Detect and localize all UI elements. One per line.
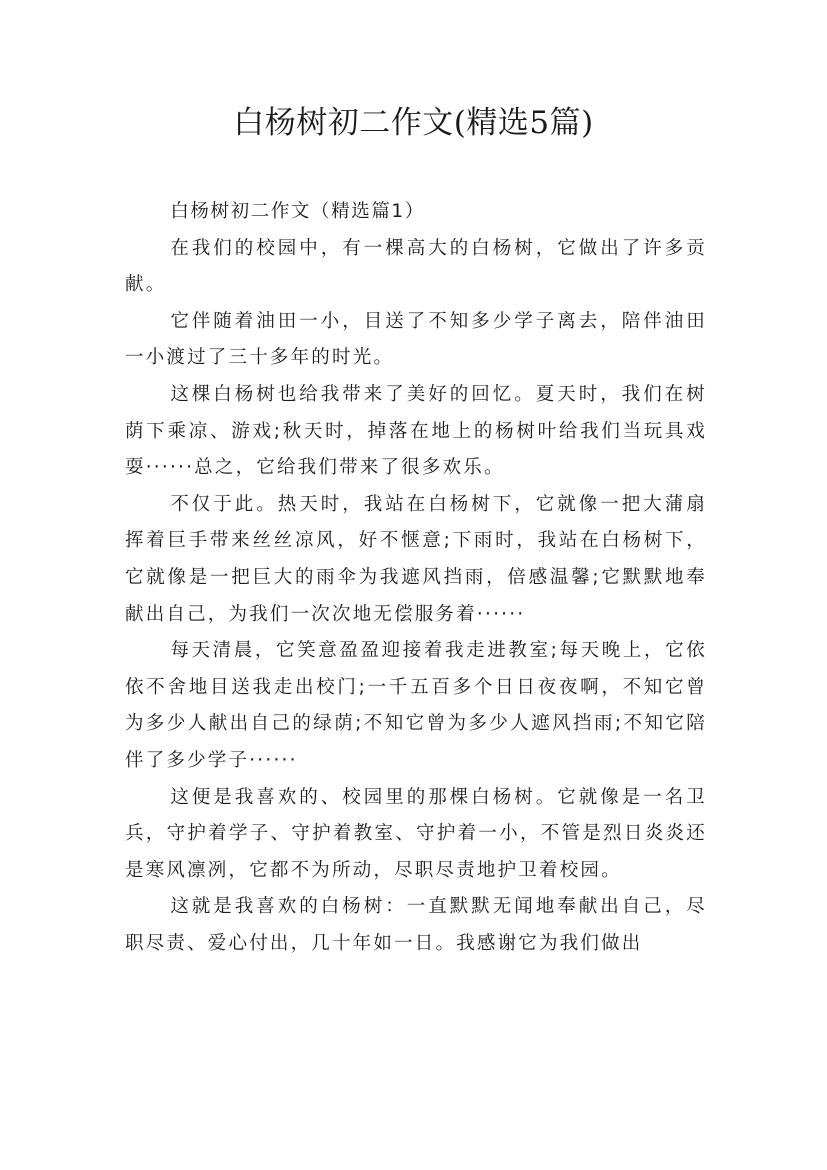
paragraph-7: 这就是我喜欢的白杨树：一直默默无闻地奉献出自己，尽职尽责、爱心付出，几十年如一日。我感谢它为我们做出	[125, 896, 707, 954]
document-body	[125, 194, 707, 962]
section-heading: 白杨树初二作文（精选篇1）	[170, 201, 425, 222]
paragraph-3: 这棵白杨树也给我带来了美好的回忆。夏天时，我们在树荫下乘凉、游戏;秋天时，掉落在地上的杨树叶给我们当玩具戏耍······总之，它给我们带来了很多欢乐。	[125, 383, 707, 479]
paragraph-1: 在我们的校园中，有一棵高大的白杨树，它做出了许多贡献。	[125, 237, 707, 296]
paragraph-2: 它伴随着油田一小，目送了不知多少学子离去，陪伴油田一小渡过了三十多年的时光。	[125, 310, 707, 369]
document-title: 白杨树初二作文(精选5篇)	[233, 105, 594, 141]
paragraph-4: 不仅于此。热天时，我站在白杨树下，它就像一把大蒲扇挥着巨手带来丝丝凉风，好不惬意;下雨时，我站在白杨树下，它就像是一把巨大的雨伞为我遮风挡雨，倍感温馨;它默默地奉献出自己，为我们一次次地无偿服务着······	[125, 493, 707, 625]
paragraph-6: 这便是我喜欢的、校园里的那棵白杨树。它就像是一名卫兵，守护着学子、守护着教室、守护着一小，不管是烈日炎炎还是寒风凛冽，它都不为所动，尽职尽责地护卫着校园。	[125, 786, 707, 881]
paragraph-5: 每天清晨，它笑意盈盈迎接着我走进教室;每天晚上，它依依不舍地目送我走出校门;一千五百多个日日夜夜啊，不知它曾为多少人献出自己的绿荫;不知它曾为多少人遮风挡雨;不知它陪伴了多少学子······	[125, 640, 707, 771]
